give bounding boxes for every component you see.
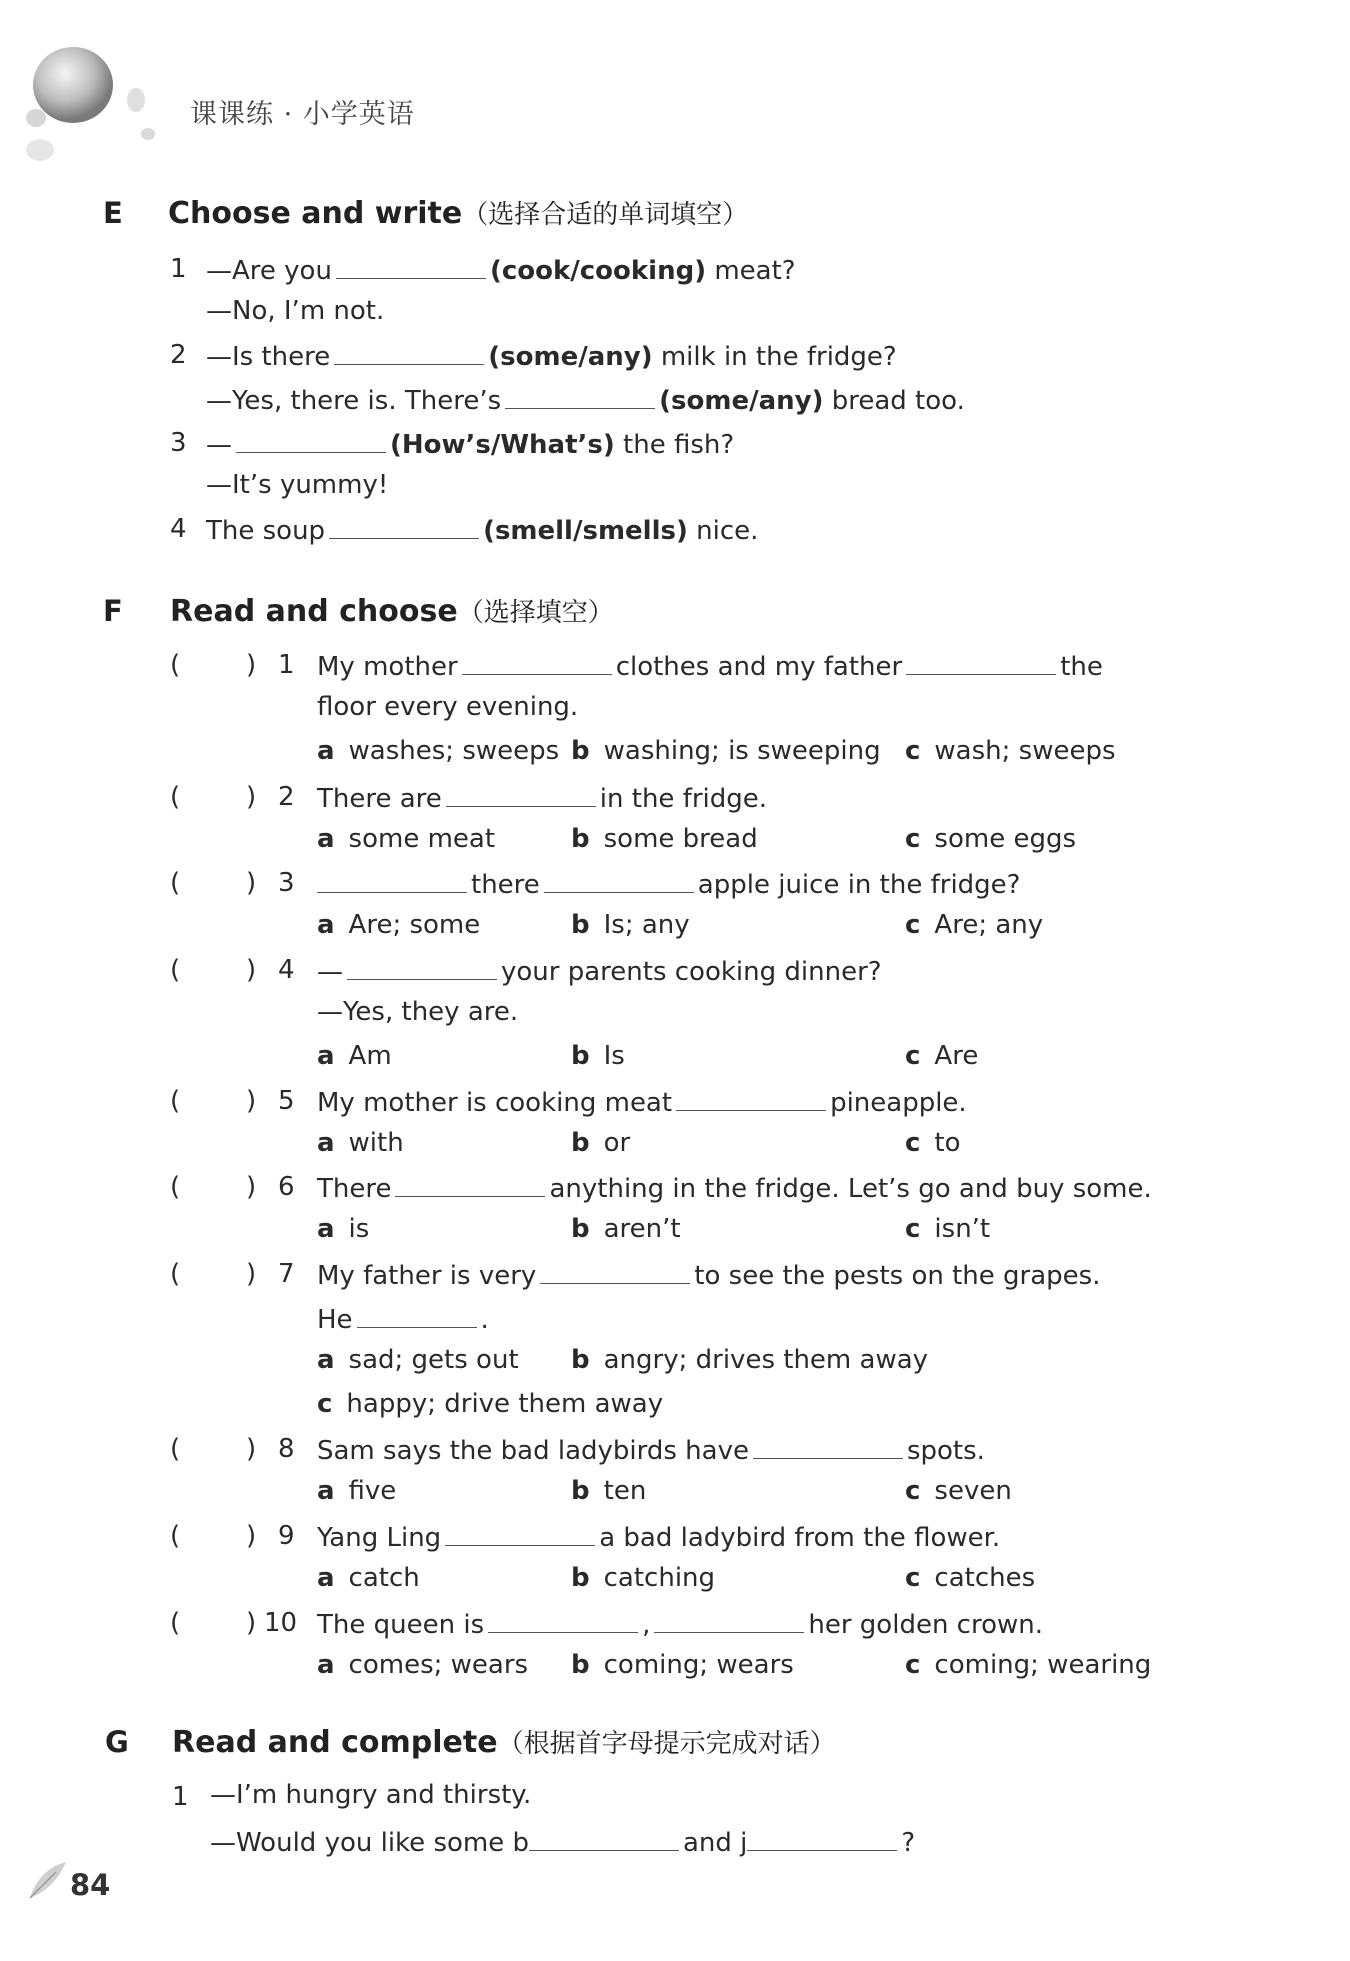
f-q6-option-a xyxy=(317,1214,369,1244)
section-e-letter: E xyxy=(103,196,123,230)
option-letter: c xyxy=(905,1214,921,1244)
f-q7-line2-a: He xyxy=(317,1305,353,1335)
f-q5-number: 5 xyxy=(278,1086,295,1116)
f-q7-text-a: My father is very xyxy=(317,1261,537,1291)
option-letter: b xyxy=(571,1476,590,1506)
e-q4-line1 xyxy=(206,512,758,546)
option-text: to xyxy=(934,1128,961,1158)
f-q7-option-b xyxy=(571,1345,928,1375)
e-q4-choice: (smell/smells) xyxy=(483,516,688,546)
f-q4-option-b xyxy=(571,1041,625,1071)
section-e-title-zh: （选择合适的单词填空） xyxy=(462,200,749,230)
option-letter: b xyxy=(571,910,590,940)
answer-blank[interactable] xyxy=(462,648,612,675)
option-letter: c xyxy=(905,1128,921,1158)
section-f-title-zh: （选择填空） xyxy=(457,598,614,628)
option-letter: c xyxy=(905,1476,921,1506)
option-text: coming; wearing xyxy=(934,1650,1152,1680)
option-letter: c xyxy=(905,1563,921,1593)
f-q7-line2-b: . xyxy=(480,1305,489,1335)
e-q2-choice: (some/any) xyxy=(488,342,653,372)
option-text: or xyxy=(603,1128,631,1158)
f-q9-option-c xyxy=(905,1563,1035,1593)
f-q6-text-a: There xyxy=(317,1174,392,1204)
g-q1-line1: —I’m hungry and thirsty. xyxy=(210,1780,532,1810)
f-q10-number: 10 xyxy=(264,1608,298,1638)
f-q1-text-a: My mother xyxy=(317,652,458,682)
option-letter: a xyxy=(317,824,335,854)
answer-blank[interactable] xyxy=(317,866,467,893)
answer-paren-close: ) xyxy=(246,1521,257,1551)
f-q9-number: 9 xyxy=(278,1521,295,1551)
f-q9-option-b xyxy=(571,1563,715,1593)
answer-blank[interactable] xyxy=(347,953,497,980)
f-q9-text-b: a bad ladybird from the flower. xyxy=(599,1523,1001,1553)
option-letter: a xyxy=(317,910,335,940)
f-q9-line1 xyxy=(317,1519,1000,1553)
f-q4-number: 4 xyxy=(278,955,295,985)
f-q2-option-a xyxy=(317,824,495,854)
answer-blank[interactable] xyxy=(747,1824,897,1851)
f-q7-line2 xyxy=(317,1301,489,1335)
option-text: catching xyxy=(603,1563,716,1593)
option-letter: b xyxy=(571,1214,590,1244)
option-text: Am xyxy=(348,1041,392,1071)
f-q7-text-b: to see the pests on the grapes. xyxy=(694,1261,1101,1291)
answer-paren-close: ) xyxy=(246,955,257,985)
option-letter: c xyxy=(905,736,921,766)
f-q2-option-c xyxy=(905,824,1076,854)
section-g-title xyxy=(172,1723,836,1760)
option-letter: a xyxy=(317,1128,335,1158)
f-q5-option-b xyxy=(571,1128,630,1158)
e-q2-number: 2 xyxy=(170,340,187,370)
option-letter: a xyxy=(317,1650,335,1680)
f-q3-option-c xyxy=(905,910,1043,940)
answer-paren-close: ) xyxy=(246,868,257,898)
option-letter: b xyxy=(571,824,590,854)
f-q6-line1 xyxy=(317,1170,1152,1204)
answer-paren-open: ( xyxy=(170,1259,181,1289)
section-g-title-en: Read and complete xyxy=(172,1725,498,1760)
e-q1-line1 xyxy=(206,252,796,286)
answer-paren-open: ( xyxy=(170,782,181,812)
f-q2-text-b: in the fridge. xyxy=(599,784,768,814)
f-q10-option-c xyxy=(905,1650,1151,1680)
g-q1-text-b: and j xyxy=(682,1828,748,1858)
e-q3-text-c: the fish? xyxy=(623,430,735,460)
f-q7-number: 7 xyxy=(278,1259,295,1289)
f-q2-text-a: There are xyxy=(317,784,442,814)
f-q4-text-b: your parents cooking dinner? xyxy=(501,957,882,987)
e-q2-text-c: milk in the fridge? xyxy=(660,342,897,372)
f-q6-option-b xyxy=(571,1214,681,1244)
e-q4-number: 4 xyxy=(170,514,187,544)
f-q1-option-c xyxy=(905,736,1116,766)
f-q5-option-a xyxy=(317,1128,404,1158)
f-q3-text-b: apple juice in the fridge? xyxy=(697,870,1021,900)
option-letter: b xyxy=(571,736,590,766)
e-q2-line2-c: bread too. xyxy=(831,386,965,416)
answer-blank[interactable] xyxy=(540,1257,690,1284)
f-q8-option-c xyxy=(905,1476,1012,1506)
e-q2-line2-a: —Yes, there is. There’s xyxy=(206,386,502,416)
e-q1-line2: —No, I’m not. xyxy=(206,296,385,326)
answer-paren-open: ( xyxy=(170,1086,181,1116)
option-text: comes; wears xyxy=(348,1650,529,1680)
answer-paren-close: ) xyxy=(246,1259,257,1289)
f-q4-option-c xyxy=(905,1041,978,1071)
option-letter: a xyxy=(317,1563,335,1593)
option-text: catches xyxy=(934,1563,1036,1593)
f-q7-option-c xyxy=(317,1389,663,1419)
f-q5-line1 xyxy=(317,1084,967,1118)
e-q1-text-a: —Are you xyxy=(206,256,332,286)
f-q1-text-b: clothes and my father xyxy=(615,652,903,682)
e-q3-line1 xyxy=(206,426,734,460)
f-q10-line1 xyxy=(317,1606,1043,1640)
option-text: Are xyxy=(934,1041,979,1071)
f-q8-text-a: Sam says the bad ladybirds have xyxy=(317,1436,749,1466)
f-q6-option-c xyxy=(905,1214,990,1244)
e-q3-number: 3 xyxy=(170,428,187,458)
f-q7-option-a xyxy=(317,1345,519,1375)
option-letter: a xyxy=(317,1476,335,1506)
option-text: wash; sweeps xyxy=(934,736,1116,766)
option-text: isn’t xyxy=(934,1214,991,1244)
option-text: catch xyxy=(348,1563,420,1593)
option-letter: a xyxy=(317,1041,335,1071)
option-letter: b xyxy=(571,1041,590,1071)
page-number: 84 xyxy=(70,1868,111,1902)
option-text: five xyxy=(348,1476,397,1506)
option-text: Are; any xyxy=(934,910,1044,940)
option-text: aren’t xyxy=(603,1214,681,1244)
answer-paren-open: ( xyxy=(170,955,181,985)
f-q7-line1 xyxy=(317,1257,1100,1291)
answer-blank[interactable] xyxy=(906,648,1056,675)
option-text: coming; wears xyxy=(603,1650,794,1680)
section-e-title xyxy=(168,194,748,231)
f-q8-option-a xyxy=(317,1476,396,1506)
section-g-letter: G xyxy=(105,1725,129,1759)
option-text: happy; drive them away xyxy=(346,1389,664,1419)
option-text: ten xyxy=(603,1476,647,1506)
answer-paren-close: ) xyxy=(246,650,257,680)
answer-paren-close: ) xyxy=(246,1172,257,1202)
e-q3-line2: —It’s yummy! xyxy=(206,470,389,500)
g-q1-text-a: —Would you like some b xyxy=(210,1828,529,1858)
f-q2-line1 xyxy=(317,780,767,814)
e-q2-line1 xyxy=(206,338,897,372)
f-q10-text-b: , xyxy=(642,1610,651,1640)
answer-paren-close: ) xyxy=(246,1608,257,1638)
f-q9-text-a: Yang Ling xyxy=(317,1523,442,1553)
f-q4-line2: —Yes, they are. xyxy=(317,997,519,1027)
option-text: some bread xyxy=(603,824,758,854)
f-q8-number: 8 xyxy=(278,1434,295,1464)
e-q2-line2 xyxy=(206,382,965,416)
answer-paren-open: ( xyxy=(170,1521,181,1551)
e-q4-text-a: The soup xyxy=(206,516,326,546)
section-f-title xyxy=(170,592,614,629)
option-text: some meat xyxy=(348,824,496,854)
f-q1-line2: floor every evening. xyxy=(317,692,579,722)
f-q3-line1 xyxy=(313,866,1020,900)
option-letter: a xyxy=(317,1345,335,1375)
option-text: is xyxy=(348,1214,370,1244)
e-q4-text-c: nice. xyxy=(696,516,759,546)
e-q1-text-c: meat? xyxy=(714,256,796,286)
option-text: angry; drives them away xyxy=(603,1345,929,1375)
f-q5-option-c xyxy=(905,1128,961,1158)
section-f-title-en: Read and choose xyxy=(170,594,458,629)
option-text: Is xyxy=(603,1041,625,1071)
answer-paren-close: ) xyxy=(246,782,257,812)
f-q1-number: 1 xyxy=(278,650,295,680)
e-q3-choice: (How’s/What’s) xyxy=(390,430,615,460)
g-q1-text-c: ? xyxy=(901,1828,916,1858)
section-e-title-en: Choose and write xyxy=(168,196,463,231)
f-q3-option-a xyxy=(317,910,480,940)
g-q1-number: 1 xyxy=(172,1782,189,1812)
answer-blank[interactable] xyxy=(336,252,486,279)
answer-paren-open: ( xyxy=(170,1608,181,1638)
f-q2-option-b xyxy=(571,824,758,854)
answer-blank[interactable] xyxy=(236,426,386,453)
section-f-letter: F xyxy=(103,594,123,628)
option-letter: c xyxy=(317,1389,333,1419)
answer-blank[interactable] xyxy=(357,1301,477,1328)
answer-blank[interactable] xyxy=(334,338,484,365)
section-g-title-zh: （根据首字母提示完成对话） xyxy=(497,1729,836,1759)
answer-blank[interactable] xyxy=(505,382,655,409)
f-q6-text-b: anything in the fridge. Let’s go and buy some. xyxy=(549,1174,1152,1204)
answer-blank[interactable] xyxy=(676,1084,826,1111)
option-letter: a xyxy=(317,736,335,766)
answer-paren-open: ( xyxy=(170,868,181,898)
answer-blank[interactable] xyxy=(329,512,479,539)
f-q1-line1 xyxy=(317,648,1103,682)
f-q4-line1 xyxy=(317,953,882,987)
option-letter: b xyxy=(571,1650,590,1680)
f-q9-option-a xyxy=(317,1563,420,1593)
option-letter: b xyxy=(571,1345,590,1375)
f-q3-option-b xyxy=(571,910,690,940)
option-letter: c xyxy=(905,1041,921,1071)
option-letter: b xyxy=(571,1563,590,1593)
option-text: washes; sweeps xyxy=(348,736,560,766)
e-q3-text-a: — xyxy=(206,430,232,460)
f-q10-option-b xyxy=(571,1650,794,1680)
leaf-icon xyxy=(26,1858,70,1902)
answer-blank[interactable] xyxy=(544,866,694,893)
option-text: with xyxy=(348,1128,404,1158)
option-text: some eggs xyxy=(934,824,1077,854)
answer-paren-close: ) xyxy=(246,1434,257,1464)
e-q2-text-a: —Is there xyxy=(206,342,331,372)
f-q1-option-a xyxy=(317,736,559,766)
option-text: Is; any xyxy=(603,910,690,940)
answer-paren-close: ) xyxy=(246,1086,257,1116)
e-q1-choice: (cook/cooking) xyxy=(489,256,707,286)
answer-blank[interactable] xyxy=(654,1606,804,1633)
answer-blank[interactable] xyxy=(529,1824,679,1851)
f-q1-option-b xyxy=(571,736,881,766)
answer-blank[interactable] xyxy=(753,1432,903,1459)
f-q4-option-a xyxy=(317,1041,392,1071)
f-q8-line1 xyxy=(317,1432,985,1466)
book-header-title: 课课练 · 小学英语 xyxy=(190,99,415,130)
f-q3-text-a: there xyxy=(471,870,540,900)
answer-blank[interactable] xyxy=(445,1519,595,1546)
f-q10-text-a: The queen is xyxy=(317,1610,485,1640)
e-q2-line2-choice: (some/any) xyxy=(659,386,824,416)
f-q1-text-c: the xyxy=(1060,652,1103,682)
answer-blank[interactable] xyxy=(395,1170,545,1197)
f-q2-number: 2 xyxy=(278,782,295,812)
g-q1-line2 xyxy=(210,1824,915,1858)
f-q10-option-a xyxy=(317,1650,528,1680)
answer-blank[interactable] xyxy=(446,780,596,807)
header-decoration xyxy=(18,40,158,170)
answer-blank[interactable] xyxy=(488,1606,638,1633)
option-text: sad; gets out xyxy=(348,1345,519,1375)
option-letter: a xyxy=(317,1214,335,1244)
f-q8-option-b xyxy=(571,1476,646,1506)
f-q6-number: 6 xyxy=(278,1172,295,1202)
option-letter: c xyxy=(905,910,921,940)
f-q5-text-b: pineapple. xyxy=(830,1088,967,1118)
f-q10-text-c: her golden crown. xyxy=(808,1610,1044,1640)
answer-paren-open: ( xyxy=(170,1172,181,1202)
option-text: washing; is sweeping xyxy=(603,736,881,766)
f-q5-text-a: My mother is cooking meat xyxy=(317,1088,673,1118)
option-letter: b xyxy=(571,1128,590,1158)
option-letter: c xyxy=(905,824,921,854)
f-q4-text-a: — xyxy=(317,957,343,987)
option-text: Are; some xyxy=(348,910,481,940)
f-q8-text-b: spots. xyxy=(906,1436,985,1466)
e-q1-number: 1 xyxy=(170,254,187,284)
f-q3-number: 3 xyxy=(278,868,295,898)
answer-paren-open: ( xyxy=(170,1434,181,1464)
option-text: seven xyxy=(934,1476,1012,1506)
option-letter: c xyxy=(905,1650,921,1680)
answer-paren-open: ( xyxy=(170,650,181,680)
